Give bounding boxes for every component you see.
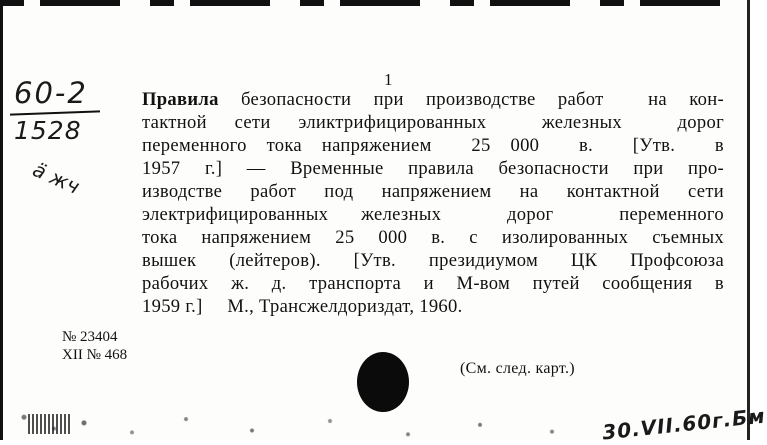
bibliographic-entry [118,88,724,318]
inventory-number: № 23404 [62,329,118,345]
top-edge-rule [0,0,750,6]
entry-line [118,88,724,111]
entry-line [118,226,724,249]
entry-title-word: Правила [142,89,219,110]
entry-line-text: безопасности при производстве работ на кон- [218,89,724,110]
entry-number: 1 [384,70,393,89]
right-edge [747,0,750,440]
see-next-card-note: (См. след. карт.) [460,360,575,377]
entry-line-text: вышек (лейтеров). [Утв. президиумом ЦК Профсоюза [142,250,724,271]
entry-line-text: изводстве работ под напряжением на контактной сети [142,181,724,202]
entry-line-text: рабочих ж. д. транспорта и М-вом путей сообщения в [142,273,724,294]
scan-noise [0,402,600,440]
entry-line-text: 1959 г.] М., Трансжелдориздат, 1960. [142,296,463,317]
shelfmark-top: 60-2 [14,76,88,110]
entry-line [118,272,724,295]
entry-line [118,157,724,180]
entry-line-text: тактной сети эликтрифицированных железных дорог [142,112,724,133]
entry-line [118,134,724,157]
entry-line [118,180,724,203]
entry-line [118,249,724,272]
entry-line-text: 1957 г.] — Временные правила безопасности при про- [142,158,724,179]
scan-noise-block [28,414,72,434]
entry-line [118,203,724,226]
entry-line-text: переменного тока напряжением 25 000 в. [Утв. в [142,135,724,156]
entry-line [118,111,724,134]
left-edge [0,0,3,440]
handwritten-date-stamp: 30.VII.60г.Бм [601,403,767,445]
entry-line-text: тока напряжением 25 000 в. с изолированных съемных [142,227,724,248]
entry-line-text: электрифицированных железных дорог переменного [142,204,724,225]
shelfmark-bottom: 1528 [14,116,82,145]
inventory-number-secondary: XII № 468 [62,347,128,363]
shelfmark-note: ä жч [29,157,84,199]
shelfmark-divider [10,110,100,115]
entry-line [118,295,724,318]
